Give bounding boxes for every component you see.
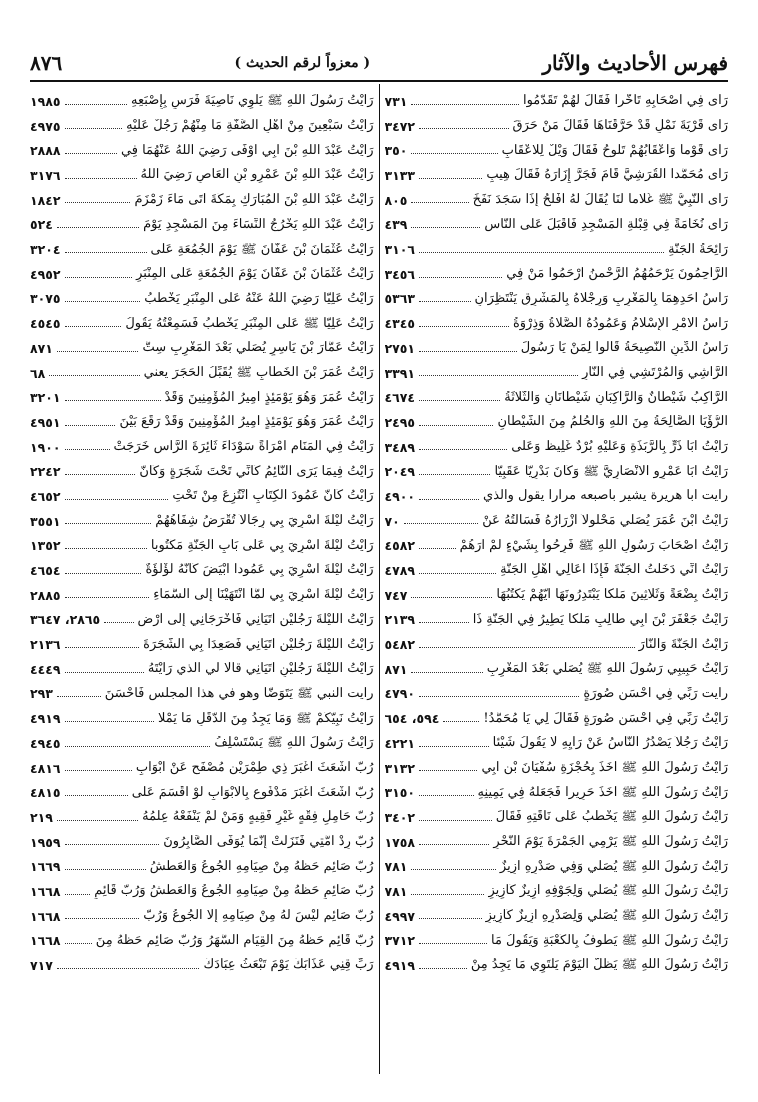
entry-hadith-number: ١٣٥٢ — [30, 538, 61, 554]
entry-text: رُبَّ رِدْ أُمَّتِي فَنَزَلَتْ إِنَّمَا يُوَفَّى الصَّابِرُونَ — [163, 835, 374, 850]
entry-leader-dots — [65, 499, 169, 500]
index-entry — [30, 331, 374, 356]
index-entry — [30, 948, 374, 973]
entry-hadith-number: ٦٨ — [30, 365, 46, 381]
entry-leader-dots — [57, 351, 139, 352]
index-entry — [385, 356, 729, 381]
index-entry — [385, 207, 729, 232]
index-entry — [30, 899, 374, 924]
entry-text: رَأَى نُخَامَةً فِي قِبْلَةِ الْمَسْجِدِ فَأَقْبَلَ عَلَى النَّاسِ — [484, 217, 728, 232]
index-entry — [30, 553, 374, 578]
entry-hadith-number: ٨٠٥ — [384, 192, 408, 208]
entry-leader-dots — [419, 425, 493, 426]
entry-leader-dots — [65, 548, 147, 549]
entry-leader-dots — [65, 449, 110, 450]
index-entry — [30, 677, 374, 702]
entry-hadith-number: ١٦٦٨ — [30, 883, 61, 899]
index-entry — [385, 183, 729, 208]
index-entry — [385, 923, 729, 948]
entry-text: رأيت رَبِّي فِي أَحْسَنِ صُورَةٍ — [583, 686, 728, 701]
index-entry — [385, 479, 729, 504]
entry-leader-dots — [65, 573, 142, 574]
entry-hadith-number: ٤٥٤٥ — [30, 316, 61, 331]
entry-text: رَأَيْتُ رَسُولَ اللهِ ﷺ يُصَلِّي وَلِجَوْفِهِ أَزِيزٌ كَأَزِيزِ — [488, 884, 728, 899]
entry-text: رَأَيْتُ فِيمَا يَرَى النَّائِمُ كَأَنِّي تَحْتَ شَجَرَةٍ وَكَأَنَّ — [139, 464, 374, 479]
entry-text: رَأَيْتُ عَلِيّاً رَضِيَ اللهُ عَنْهُ عَلَى الْمِنْبَرِ يَخْطُبُ — [144, 291, 374, 306]
entry-text: رَأْسُ أَحَدِهِمَا بِالْمَغْرِبِ وَرِجْلاهُ بِالْمَشْرِقِ يَنْتَظِرَانِ — [474, 291, 728, 306]
entry-hadith-number: ٣٤٥٦ — [384, 266, 416, 282]
entry-text: رَأَيْتُ أَصْحَابَ رَسُولِ اللهِ ﷺ فَرِحُوا بِشَيْءٍ لَمْ أَرَهُمْ — [459, 538, 728, 553]
index-entry — [30, 751, 374, 776]
entry-hadith-number: ٣٤٨٩ — [384, 439, 416, 455]
entry-leader-dots — [65, 326, 122, 327]
entry-leader-dots — [419, 499, 479, 500]
entry-hadith-number: ٥٢٤ — [30, 217, 53, 233]
entry-leader-dots — [419, 820, 492, 821]
entry-text: رُبَّ صَائِمٍ حَظُّهُ مِنْ صِيَامِهِ الْجُوعُ وَالْعَطَشُ — [149, 859, 374, 874]
entry-leader-dots — [411, 153, 497, 154]
entry-leader-dots — [419, 351, 517, 352]
entry-text: رَأَيْتُ ابْنَ عُمَرَ يُصَلِّي مَحْلُولاً أَزْرَارُهُ فَسَأَلْتُهُ عَنْ — [482, 514, 728, 529]
entry-text: رَأَيْتُ رَسُولَ اللهِ ﷺ يُصَلِّي وَفِي صَدْرِهِ أَزِيزٌ — [499, 859, 728, 874]
entry-hadith-number: ٨٧١ — [30, 340, 53, 356]
entry-text: رَأَيْتُ عُمَرَ بْنَ الْخَطَّابِ ﷺ يُقَبِّلُ الْحَجَرَ يعني — [143, 365, 374, 380]
index-entry — [385, 430, 729, 455]
entry-leader-dots — [419, 277, 502, 278]
index-entry — [30, 257, 374, 282]
index-entry — [30, 652, 374, 677]
entry-text: رَأْسُ الأَمْرِ الإِسْلامُ وَعَمُودُهُ الصَّلاةُ وَذِرْوَةُ — [512, 316, 728, 331]
entry-text: رَأَيْتُ حَبِيبِي رَسُولَ اللهِ ﷺ يُصَلِّي بَعْدَ الْمَغْرِبِ — [486, 662, 728, 677]
entry-text: رَأَيْتُ لَيْلَةَ أُسْرِيَ بِي عَلَى بَابِ الْجَنَّةِ مَكْتُوباً — [150, 538, 374, 553]
index-entry — [385, 652, 729, 677]
entry-hadith-number: ٢٨٦٥، ٣٦٤٧ — [30, 612, 101, 628]
entry-hadith-number: ٤٦٥٢ — [30, 488, 61, 504]
entry-hadith-number: ٢١٩ — [30, 809, 53, 825]
index-entry — [385, 701, 729, 726]
entry-text: رُبَّ قَائِمٍ حَظُّهُ مِنَ الْقِيَامِ السَّهَرُ وَرُبَّ صَائِمٍ حَظُّهُ مِنَ — [95, 933, 374, 948]
entry-text: رُبَّ صَائِمٍ لَيْسَ لَهُ مِنْ صِيَامِهِ إِلا الْجُوعُ وَرُبَّ — [143, 909, 374, 924]
entry-hadith-number: ٢٨٨٥ — [30, 587, 61, 603]
entry-text: الرَّاشِي وَالْمُرْتَشِي فِي النَّارِ — [582, 365, 728, 380]
index-entry — [30, 627, 374, 652]
index-entry — [385, 133, 729, 158]
entry-hadith-number: ١٦٦٨ — [30, 908, 61, 924]
entry-text: رَأَيْتُ نَبِيَّكُمْ ﷺ وَمَا يَجِدُ مِنَ الدَّقَلِ مَا يَمْلأُ — [158, 711, 374, 726]
index-entry — [30, 282, 374, 307]
entry-hadith-number: ٣٧١٢ — [384, 933, 416, 949]
index-entry — [30, 380, 374, 405]
index-entry — [385, 825, 729, 850]
entry-hadith-number: ٧٣١ — [384, 93, 408, 109]
index-entry — [30, 158, 374, 183]
entry-leader-dots — [65, 301, 141, 302]
entry-leader-dots — [65, 202, 131, 203]
entry-leader-dots — [104, 622, 133, 623]
entry-text: رَأَيْتُ رَجُلاً يَصْدُرُ النَّاسُ عَنْ رَأْيِهِ لا يَقُولُ شَيْئاً — [492, 736, 728, 751]
entry-leader-dots — [411, 227, 480, 228]
entry-leader-dots — [65, 474, 136, 475]
entry-leader-dots — [49, 375, 139, 376]
index-entry — [385, 282, 729, 307]
entry-text: رُبَّ أَشْعَثَ أَغْبَرَ مَدْفُوعٍ بِالأَبْوَابِ لَوْ أَقْسَمَ عَلَى — [131, 785, 374, 800]
entry-text: رَأَيْتُ سَبْعِينَ مِنْ أَهْلِ الصُّفَّةِ مَا مِنْهُمْ رَجُلٌ عَلَيْهِ — [126, 119, 374, 134]
index-entry — [385, 257, 729, 282]
entry-leader-dots — [419, 746, 489, 747]
entry-hadith-number: ٣٥٥١ — [30, 513, 61, 529]
index-entry — [385, 677, 729, 702]
entry-text: رَأَى قَرْيَةَ نَمْلٍ قَدْ حَرَّقْنَاهَا فَقَالَ مَنْ حَرَقَ — [512, 119, 728, 134]
entry-hadith-number: ٤٥٨٢ — [384, 538, 416, 554]
entry-hadith-number: ٣٤٧٢ — [384, 118, 416, 134]
entry-text: رَأَى قَوْماً وَأَعْقَابُهُمْ تَلُوحُ فَقَالَ وَيْلٌ لِلأَعْقَابِ — [501, 143, 728, 158]
entry-text: رَأَيْتُ كَأَنَّ عَمُودَ الْكِتَابِ انْتُزِعَ مِنْ تَحْتِ — [172, 489, 374, 504]
entry-text: رَأَيْتُ عَمَّارَ بْنَ يَاسِرٍ يُصَلِّي بَعْدَ الْمَغْرِبِ سِتَّ — [142, 341, 374, 356]
entry-hadith-number: ٤٨١٥ — [30, 785, 61, 800]
index-entry — [385, 775, 729, 800]
entry-leader-dots — [419, 918, 482, 919]
entry-leader-dots — [411, 597, 492, 598]
entry-leader-dots — [419, 647, 635, 648]
index-entry — [385, 380, 729, 405]
index-entry — [385, 874, 729, 899]
entry-leader-dots — [411, 894, 484, 895]
entry-hadith-number: ٤٨١٦ — [30, 760, 61, 776]
entry-leader-dots — [57, 227, 139, 228]
entry-leader-dots — [419, 696, 579, 697]
entry-leader-dots — [419, 795, 474, 796]
index-entry — [385, 504, 729, 529]
index-entry — [385, 454, 729, 479]
entry-hadith-number: ٤٣٩ — [384, 217, 408, 233]
entry-leader-dots — [411, 672, 482, 673]
entry-text: رَأَيْتُ أَنِّي دَخَلْتُ الْجَنَّةَ فَإِذَا أَعَالِي أَهْلِ الْجَنَّةِ — [500, 563, 728, 578]
entry-text: رَأَى مُحَمَّداً الْقُرَشِيَّ قَامَ فَجَرَّ إِزَارَهُ فَقَالَ هِيبِ — [486, 168, 728, 183]
index-entry — [385, 578, 729, 603]
index-entry — [385, 232, 729, 257]
entry-text: رَأَيْتُ عَبْدَ اللهِ بْنَ الْمُبَارَكِ بِمَكَّةَ أَتَى مَاءَ زَمْزَمَ — [134, 193, 374, 208]
entry-leader-dots — [65, 746, 211, 747]
entry-hadith-number: ٤٦٥٤ — [30, 563, 61, 578]
entry-text: رَأَيْتُ رَسُولَ اللهِ ﷺ يَسْتَسْلِفُ — [214, 736, 374, 751]
entry-hadith-number: ٤٣٤٥ — [384, 316, 416, 331]
entry-leader-dots — [57, 968, 200, 969]
page-subtitle: ( معزواً لرقم الحديث ) — [234, 55, 371, 71]
entry-leader-dots — [411, 104, 519, 105]
entry-hadith-number: ٤٩٩٧ — [384, 908, 416, 924]
entry-leader-dots — [65, 795, 128, 796]
entry-text: رَأَيْتُ عَلِيّاً ﷺ عَلَى الْمِنْبَرِ يَخْطُبُ فَسَمِعْتُهُ يَقُولُ — [125, 316, 374, 331]
entry-leader-dots — [419, 375, 578, 376]
entry-hadith-number: ٤٤٤٩ — [30, 661, 61, 677]
entry-leader-dots — [419, 968, 467, 969]
entry-text: رَأَيْتُ رَسُولَ اللهِ ﷺ يَطُوفُ بِالْكَعْبَةِ وَيَقُولُ مَا — [491, 933, 728, 948]
entry-leader-dots — [65, 844, 160, 845]
entry-hadith-number: ٢٤٩٥ — [384, 414, 416, 430]
entry-hadith-number: ١٦٦٩ — [30, 859, 61, 874]
entry-leader-dots — [65, 721, 154, 722]
index-entry — [30, 504, 374, 529]
index-entry — [30, 479, 374, 504]
entry-hadith-number: ٨٧١ — [384, 661, 408, 677]
index-entry — [30, 849, 374, 874]
entry-text: رَأَيْتُ رَسُولَ اللهِ ﷺ يَخْطُبُ عَلَى نَاقَتِهِ فَقَالَ — [495, 810, 728, 825]
entry-hadith-number: ٣١٣٢ — [384, 760, 416, 776]
index-entry — [385, 849, 729, 874]
entry-text: رَأَيْتُ اللَّيْلَةَ رَجُلَيْنِ أَتَيَانِي فَصَعِدَا بِي الشَّجَرَةَ — [143, 637, 374, 652]
index-entry — [385, 84, 729, 109]
entry-text: رَأَيْتُ عُمَرَ وَهُوَ يَوْمَئِذٍ أَمِيرُ الْمُؤْمِنِينَ وَقَدْ رَقَعَ بَيْنَ — [119, 415, 374, 430]
index-entry — [30, 454, 374, 479]
index-entry — [385, 627, 729, 652]
entry-text: رَأَيْتُ رَسُولَ اللهِ ﷺ أَخَذَ حَرِيراً فَجَعَلَهُ فِي يَمِينِهِ — [477, 785, 728, 800]
entry-hadith-number: ٢٨٨٨ — [30, 143, 61, 159]
page-header — [30, 46, 728, 80]
index-entry — [30, 726, 374, 751]
index-entry — [385, 331, 729, 356]
entry-text: رَبِّ قِنِي عَذَابَكَ يَوْمَ تَبْعَثُ عِبَادَكَ — [203, 958, 374, 973]
entry-text: رَأَيْتُ أَبَا عَمْرٍو الأَنْصَارِيَّ ﷺ وَكَانَ بَدْرِيّاً عَقَبِيّاً — [494, 464, 728, 479]
entry-leader-dots — [65, 400, 161, 401]
entry-text: رَأَيْتُ لَيْلَةَ أُسْرِيَ بِي عَمُوداً أَبْيَضَ كَأَنَّهُ لُؤْلُؤَةٌ — [145, 563, 374, 578]
index-entry — [30, 306, 374, 331]
entry-leader-dots — [411, 202, 468, 203]
entry-text: رَأَيْتُ رَسُولَ اللهِ ﷺ يَرْمِي الْجَمْرَةَ يَوْمَ النَّحْرِ — [493, 835, 728, 850]
entry-hadith-number: ٣٣٩١ — [384, 365, 416, 381]
entry-hadith-number: ٥٣٦٣ — [384, 291, 416, 307]
index-entry — [30, 183, 374, 208]
index-entry — [30, 578, 374, 603]
entry-leader-dots — [419, 474, 490, 475]
entry-leader-dots — [65, 869, 146, 870]
entry-hadith-number: ٣٥٠ — [384, 143, 408, 159]
index-entry — [385, 405, 729, 430]
entry-leader-dots — [404, 523, 478, 524]
entry-text: رَأَيْتُ جَعْفَرَ بْنَ أَبِي طَالِبٍ مَلَكاً يَطِيرُ فِي الْجَنَّةِ ذَا — [472, 612, 728, 627]
entry-hadith-number: ٥٩٤، ٦٥٤ — [384, 711, 440, 726]
entry-hadith-number: ٤٧٨٩ — [384, 563, 416, 578]
entry-hadith-number: ٢٢٤٢ — [30, 464, 61, 479]
entry-text: رُبَّ حَامِلِ فِقْهٍ غَيْرِ فَقِيهٍ وَمَنْ لَمْ يَنْفَعْهُ عِلْمُهُ — [142, 810, 374, 825]
index-entry — [30, 528, 374, 553]
entry-text: الرُّؤْيَا الصَّالِحَةُ مِنَ اللهِ وَالْحُلُمُ مِنَ الشَّيْطَانِ — [497, 415, 728, 430]
entry-text: الرَّاحِمُونَ يَرْحَمُهُمُ الرَّحْمنُ ارْحَمُوا مَنْ فِي — [506, 267, 728, 282]
entry-hadith-number: ٤٩١٩ — [384, 958, 416, 973]
index-entry — [385, 306, 729, 331]
entry-hadith-number: ٢٩٣ — [30, 686, 53, 702]
entry-hadith-number: ٤٩١٩ — [30, 711, 61, 726]
entry-text: رَأَيْتُ فِي الْمَنَامِ امْرَأَةً سَوْدَاءَ ثَائِرَةَ الرَّأْسِ خَرَجَتْ — [113, 440, 374, 455]
index-entry — [30, 207, 374, 232]
entry-hadith-number: ٣١٠٦ — [384, 242, 416, 257]
entry-leader-dots — [65, 943, 92, 944]
index-column-left — [30, 84, 374, 1074]
entry-hadith-number: ٣٠٧٥ — [30, 291, 61, 307]
entry-text: رَأَيْتُ عُثْمَانَ بْنَ عَفَّانَ ﷺ يَوْمَ الْجُمُعَةِ عَلَى — [150, 242, 374, 257]
entry-text: رَأَى النَّبِيُّ ﷺ غُلاماً لَنَا يُقَالُ لَهُ أَفْلَحُ إِذَا سَجَدَ نَفَخَ — [472, 193, 728, 208]
entry-hadith-number: ٧٠ — [384, 513, 400, 529]
index-entry — [30, 602, 374, 627]
entry-text: رَأَيْتُ عُمَرَ وَهُوَ يَوْمَئِذٍ أَمِيرُ الْمُؤْمِنِينَ وَقَدْ — [164, 390, 374, 405]
entry-text: رَأَيْتُ اللَّيْلَةَ رَجُلَيْنِ أَتَيَانِي قالا لي الذي رَأَيْتَهُ — [147, 662, 374, 677]
entry-leader-dots — [57, 696, 101, 697]
entry-text: رَأَيْتُ لَيْلَةَ أُسْرِيَ بِي لَمَّا انْتَهَيْنَا إِلَى السَّمَاءِ — [153, 588, 374, 603]
entry-hadith-number: ٤٩٥٢ — [30, 266, 61, 282]
entry-text: رَأَيْتُ عَبْدَ اللهِ بْنَ أَبِي أَوْفَى رَضِيَ اللهُ عَنْهُمَا فِي — [120, 143, 374, 158]
entry-text: رَأْسُ الدِّينِ النَّصِيحَةُ قَالُوا لِمَنْ يَا رَسُولَ — [520, 341, 728, 356]
entry-leader-dots — [65, 104, 128, 105]
entry-leader-dots — [419, 400, 500, 401]
entry-hadith-number: ٢٠٤٩ — [384, 464, 416, 479]
entry-text: رأيت النبي ﷺ يَتَوَضَّأُ وهو في هذا المجلس فَأَحْسَنَ — [104, 686, 374, 701]
entry-text: رَأَيْتُ الْجَنَّةَ وَالنَّارَ — [638, 637, 728, 652]
entry-leader-dots — [65, 918, 140, 919]
entry-leader-dots — [57, 820, 138, 821]
index-column-right — [385, 84, 729, 1074]
entry-text: رَأَيْتُ عُثْمَانَ بْنَ عَفَّانَ يَوْمَ الْجُمُعَةِ عَلَى الْمِنْبَرِ — [136, 267, 374, 282]
entry-text: الرَّاكِبُ شَيْطَانٌ وَالرَّاكِبَانِ شَيْطَانَانِ وَالثَّلاثَةُ — [504, 390, 728, 405]
entry-hadith-number: ٣١٧٦ — [30, 168, 61, 183]
index-entry — [30, 109, 374, 134]
entry-text: رَأَى فِي أَصْحَابِهِ تَأَخُّراً فَقَالَ لَهُمْ تَقَدَّمُوا — [522, 94, 728, 109]
entry-leader-dots — [419, 844, 489, 845]
entry-hadith-number: ١٧٥٨ — [384, 834, 416, 850]
entry-hadith-number: ٤٩٠٠ — [384, 488, 416, 504]
index-entry — [30, 874, 374, 899]
column-divider — [379, 84, 380, 1074]
entry-leader-dots — [65, 894, 91, 895]
entry-text: رُبَّ صَائِمٍ حَظُّهُ مِنْ صِيَامِهِ الْجُوعُ وَالْعَطَشُ وَرُبَّ قَائِمٍ — [94, 884, 374, 899]
entry-leader-dots — [419, 301, 470, 302]
entry-hadith-number: ٣٤٠٢ — [384, 809, 416, 825]
entry-leader-dots — [419, 449, 507, 450]
entry-hadith-number: ١٨٤٢ — [30, 192, 61, 208]
index-entry — [385, 553, 729, 578]
entry-hadith-number: ٣٢٠٤ — [30, 242, 61, 257]
entry-text: رَأَيْتُ اللَّيْلَةَ رَجُلَيْنِ أَتَيَانِي فَأَخْرَجَانِي إِلَى أَرْضٍ — [137, 612, 374, 627]
entry-text: رَأَيْتُ رَسُولَ اللهِ ﷺ يَظَلُّ الْيَوْمَ يَلْتَوِي مَا يَجِدُ مِنْ — [470, 958, 728, 973]
entry-leader-dots — [65, 178, 137, 179]
entry-hadith-number: ٤٩٥١ — [30, 414, 61, 430]
index-entry — [30, 800, 374, 825]
entry-leader-dots — [65, 672, 144, 673]
entry-hadith-number: ٤٢٢١ — [384, 735, 416, 751]
index-entry — [30, 84, 374, 109]
entry-leader-dots — [411, 869, 496, 870]
entry-text: رَأَيْتُ رَسُولَ اللهِ ﷺ أَخَذَ بِحُجْزَةِ سُفْيَانَ بْنِ أَبِي — [481, 760, 728, 775]
entry-text: رَأَيْتُ بِضْعَةً وَثَلاثِينَ مَلَكاً يَبْتَدِرُونَهَا أَيُّهُمْ يَكْتُبُهَا — [496, 588, 728, 603]
entry-hadith-number: ٤٧٩٠ — [384, 686, 416, 702]
entry-leader-dots — [65, 597, 150, 598]
entry-leader-dots — [419, 326, 509, 327]
index-entry — [30, 430, 374, 455]
entry-hadith-number: ٧٤٧ — [384, 587, 408, 603]
index-entry — [385, 602, 729, 627]
entry-hadith-number: ٢١٣٩ — [384, 612, 416, 628]
entry-text: رَأَيْتُ رَبِّي فِي أَحْسَنِ صُورَةٍ فَقَالَ لِي يَا مُحَمَّدُ! — [483, 711, 728, 726]
entry-text: رَأَيْتُ رَسُولَ اللهِ ﷺ يُصَلِّي وَلِصَدْرِهِ أَزِيزٌ كَأَزِيزِ — [485, 909, 728, 924]
entry-leader-dots — [65, 153, 117, 154]
index-entry — [385, 158, 729, 183]
entry-leader-dots — [65, 425, 116, 426]
entry-hadith-number: ١٩٠٠ — [30, 439, 61, 455]
entry-hadith-number: ١٩٥٩ — [30, 834, 61, 850]
index-entry — [30, 133, 374, 158]
entry-text: رَائِحَةُ الْجَنَّةِ — [668, 242, 728, 257]
entry-hadith-number: ٧٨١ — [384, 883, 408, 899]
entry-leader-dots — [65, 647, 140, 648]
page-number: ٨٧٦ — [30, 51, 63, 75]
index-entry — [30, 232, 374, 257]
index-entry — [30, 825, 374, 850]
entry-text: رَأَيْتُ لَيْلَةَ أُسْرِيَ بِي رِجَالاً تُقْرَضُ شِفَاهُهُمْ — [155, 514, 374, 529]
index-entry — [30, 405, 374, 430]
index-entry — [385, 751, 729, 776]
entry-hadith-number: ٣١٥٠ — [384, 785, 416, 800]
index-entry — [385, 109, 729, 134]
entry-leader-dots — [65, 252, 147, 253]
entry-text: رَأَيْتُ عَبْدَ اللهِ يَخْرُجُ النِّسَاءَ مِنَ الْمَسْجِدِ يَوْمَ — [143, 217, 374, 232]
entry-leader-dots — [65, 128, 123, 129]
entry-text: رَأَيْتُ أَبَا ذَرٍّ بِالرَّبَذَةِ وَعَلَيْهِ بُرْدٌ غَلِيظٌ وَعَلَى — [511, 440, 728, 455]
index-columns — [30, 84, 728, 1074]
entry-leader-dots — [419, 128, 509, 129]
index-entry — [30, 923, 374, 948]
entry-leader-dots — [419, 573, 496, 574]
entry-text: رُبَّ أَشْعَثَ أَغْبَرَ ذِي طِمْرَيْنِ مُصْفَحٍ عَنْ أَبْوَابٍ — [135, 760, 374, 775]
entry-hadith-number: ١٩٨٥ — [30, 93, 61, 109]
entry-hadith-number: ٣١٣٣ — [384, 168, 416, 183]
entry-leader-dots — [419, 252, 664, 253]
index-entry — [385, 726, 729, 751]
entry-hadith-number: ٤٦٧٤ — [384, 390, 416, 405]
entry-text: رَأَيْتُ عَبْدَ اللهِ بْنَ عَمْرِو بْنِ الْعَاصِ رَضِيَ اللهُ — [140, 168, 374, 183]
entry-hadith-number: ٢٧٥١ — [384, 340, 416, 356]
entry-text: رأيت أبا هريرة يشير بأصبعه مراراً يقول والذي — [483, 489, 728, 504]
entry-leader-dots — [419, 548, 456, 549]
entry-text: رَأَيْتُ رَسُولَ اللهِ ﷺ يَلْوِي نَاصِيَةَ فَرَسٍ بِإِصْبَعِهِ — [131, 94, 374, 109]
entry-leader-dots — [419, 622, 469, 623]
entry-hadith-number: ٧٨١ — [384, 859, 408, 874]
entry-hadith-number: ٧١٧ — [30, 958, 53, 973]
header-rule — [30, 80, 728, 82]
entry-leader-dots — [419, 770, 477, 771]
entry-hadith-number: ٣٢٠١ — [30, 390, 61, 405]
entry-leader-dots — [419, 943, 487, 944]
entry-hadith-number: ٥٤٨٢ — [384, 637, 416, 652]
index-entry — [385, 800, 729, 825]
index-entry — [385, 528, 729, 553]
index-entry — [30, 701, 374, 726]
index-entry — [30, 775, 374, 800]
page-title: فهرس الأحاديث والآثار — [542, 51, 728, 75]
index-entry — [385, 948, 729, 973]
index-entry — [30, 356, 374, 381]
entry-hadith-number: ٤٩٧٥ — [30, 118, 61, 134]
entry-leader-dots — [443, 721, 479, 722]
entry-hadith-number: ٢١٣٦ — [30, 637, 61, 652]
entry-hadith-number: ١٦٦٨ — [30, 933, 61, 949]
entry-leader-dots — [65, 277, 133, 278]
entry-leader-dots — [65, 523, 152, 524]
entry-leader-dots — [65, 770, 132, 771]
entry-hadith-number: ٤٩٤٥ — [30, 735, 61, 751]
index-entry — [385, 899, 729, 924]
entry-leader-dots — [419, 178, 482, 179]
